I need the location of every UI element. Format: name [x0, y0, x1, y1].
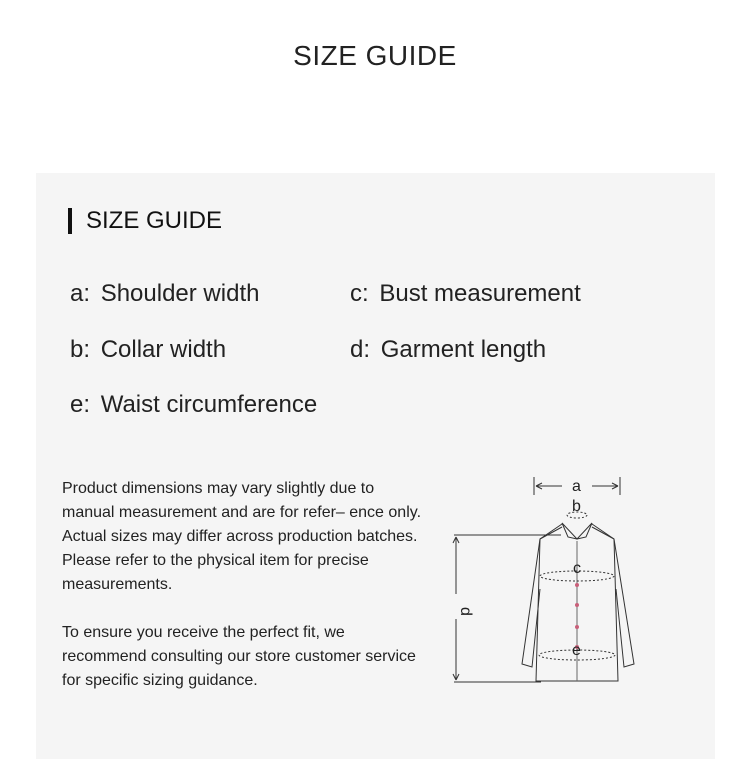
legend-waist-circumference	[70, 391, 317, 419]
page-title: SIZE GUIDE	[293, 40, 457, 71]
diagram-label-e: e	[572, 642, 581, 659]
legend-key: a:	[70, 280, 91, 307]
section-title: SIZE GUIDE	[68, 208, 222, 234]
legend-collar-width	[70, 336, 226, 364]
legend-label: Shoulder width	[100, 280, 260, 307]
legend-key: b:	[70, 336, 91, 363]
disclaimer-paragraph: Product dimensions may vary slightly due to manual measurement and are for refer– ence only. Actual sizes may differ across production batches. Please refer to the physical item for precise measurements.	[62, 480, 422, 593]
legend-label: Collar width	[100, 336, 227, 363]
legend-label: Waist circumference	[100, 391, 318, 418]
legend-shoulder-width	[70, 280, 259, 308]
legend-garment-length	[350, 336, 546, 364]
legend-label: Garment length	[380, 336, 547, 363]
customer-service-paragraph: To ensure you receive the perfect fit, we recommend consulting our store customer service for specific sizing guidance.	[62, 624, 416, 689]
legend-key: d:	[350, 336, 371, 363]
diagram-label-c: c	[573, 560, 581, 577]
diagram-label-b: b	[572, 498, 581, 515]
size-guide-panel	[36, 173, 715, 759]
legend-bust-measurement	[350, 280, 581, 308]
diagram-label-a: a	[572, 478, 581, 495]
shirt-measurement-diagram	[436, 469, 676, 689]
legend-key: e:	[70, 391, 91, 418]
legend-key: c:	[350, 280, 369, 307]
diagram-label-d: d	[457, 607, 474, 616]
legend-label: Bust measurement	[379, 280, 581, 307]
